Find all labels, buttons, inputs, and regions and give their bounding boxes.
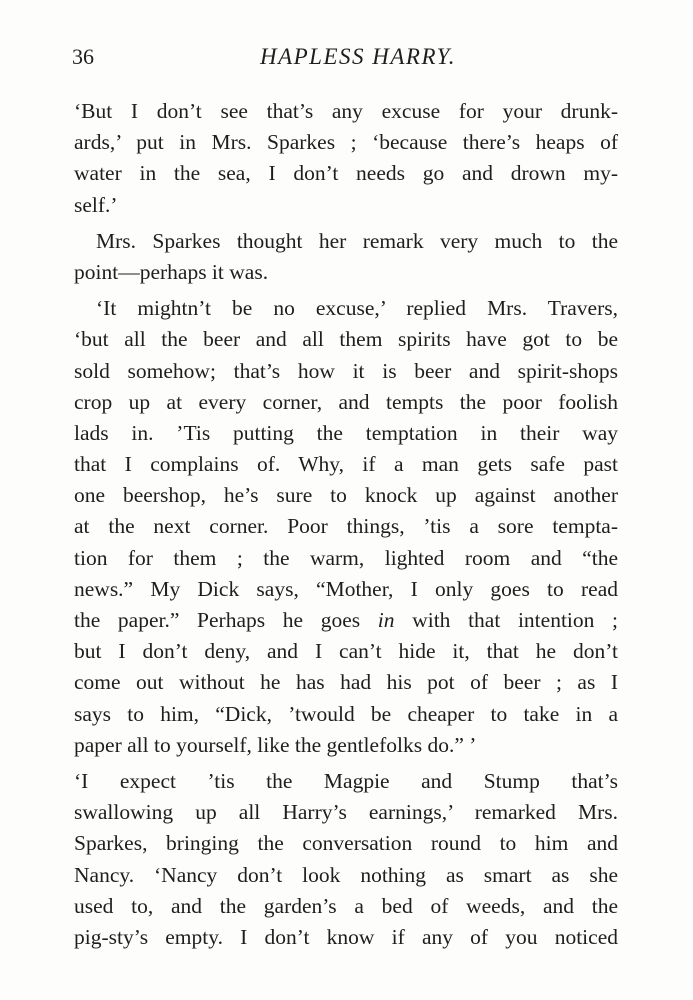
text-line: at the next corner. Poor things, ’tis a sore tempta- xyxy=(74,514,618,539)
text-line: lads in. ’Tis putting the temptation in their way xyxy=(74,420,618,445)
text-line: water in the sea, I don’t needs go and drown my- xyxy=(74,161,618,186)
text-line: ‘but all the beer and all them spirits have got to be xyxy=(74,327,618,352)
text-line: paper all to yourself, like the gentlefolks do.” ’ xyxy=(74,732,477,757)
text-line: self.’ xyxy=(74,192,118,217)
text-line: says to him, “Dick, ’twould be cheaper to take in a xyxy=(74,701,618,726)
text-line: come out without he has had his pot of beer ; as I xyxy=(74,670,618,695)
paragraph xyxy=(74,226,618,288)
text-line: used to, and the garden’s a bed of weeds, and the xyxy=(74,893,618,918)
text-line: that I complains of. Why, if a man gets safe past xyxy=(74,452,618,477)
text-line: point—perhaps it was. xyxy=(74,259,269,284)
body-text xyxy=(74,96,618,953)
text-line: crop up at every corner, and tempts the poor foolish xyxy=(74,389,618,414)
text-line: swallowing up all Harry’s earnings,’ remarked Mrs. xyxy=(74,800,618,825)
text-line: ‘But I don’t see that’s any excuse for your drunk- xyxy=(74,99,618,123)
text-line: ‘It mightn’t be no excuse,’ replied Mrs. Travers, xyxy=(96,296,618,321)
paragraph xyxy=(74,766,618,953)
text-line: Mrs. Sparkes thought her remark very much to the xyxy=(96,228,618,253)
text-segment: with that intention ; xyxy=(412,608,619,632)
paragraph xyxy=(74,293,618,761)
text-line: tion for them ; the warm, lighted room and “the xyxy=(74,545,618,570)
text-line: Sparkes, bringing the conversation round to him and xyxy=(74,831,618,856)
text-line: sold somehow; that’s how it is beer and spirit-shops xyxy=(74,358,618,383)
text-line: news.” My Dick says, “Mother, I only goes to read xyxy=(74,576,618,601)
page-number: 36 xyxy=(72,44,94,69)
text-line: but I don’t deny, and I can’t hide it, that he don’t xyxy=(74,639,618,664)
paragraph xyxy=(74,96,618,221)
page-header xyxy=(72,42,618,76)
text-line-with-italic xyxy=(74,605,618,636)
italic-word: in xyxy=(377,608,395,632)
text-line: one beershop, he’s sure to knock up against another xyxy=(74,483,618,508)
text-line: ards,’ put in Mrs. Sparkes ; ‘because there’s heaps of xyxy=(74,130,618,155)
text-line: ‘I expect ’tis the Magpie and Stump that’s xyxy=(74,768,618,793)
text-line: pig-sty’s empty. I don’t know if any of you noticed xyxy=(74,924,618,949)
running-title: HAPLESS HARRY. xyxy=(259,44,457,69)
text-line: Nancy. ‘Nancy don’t look nothing as smart as she xyxy=(74,862,618,887)
text-segment: the paper.” Perhaps he goes xyxy=(74,608,361,632)
